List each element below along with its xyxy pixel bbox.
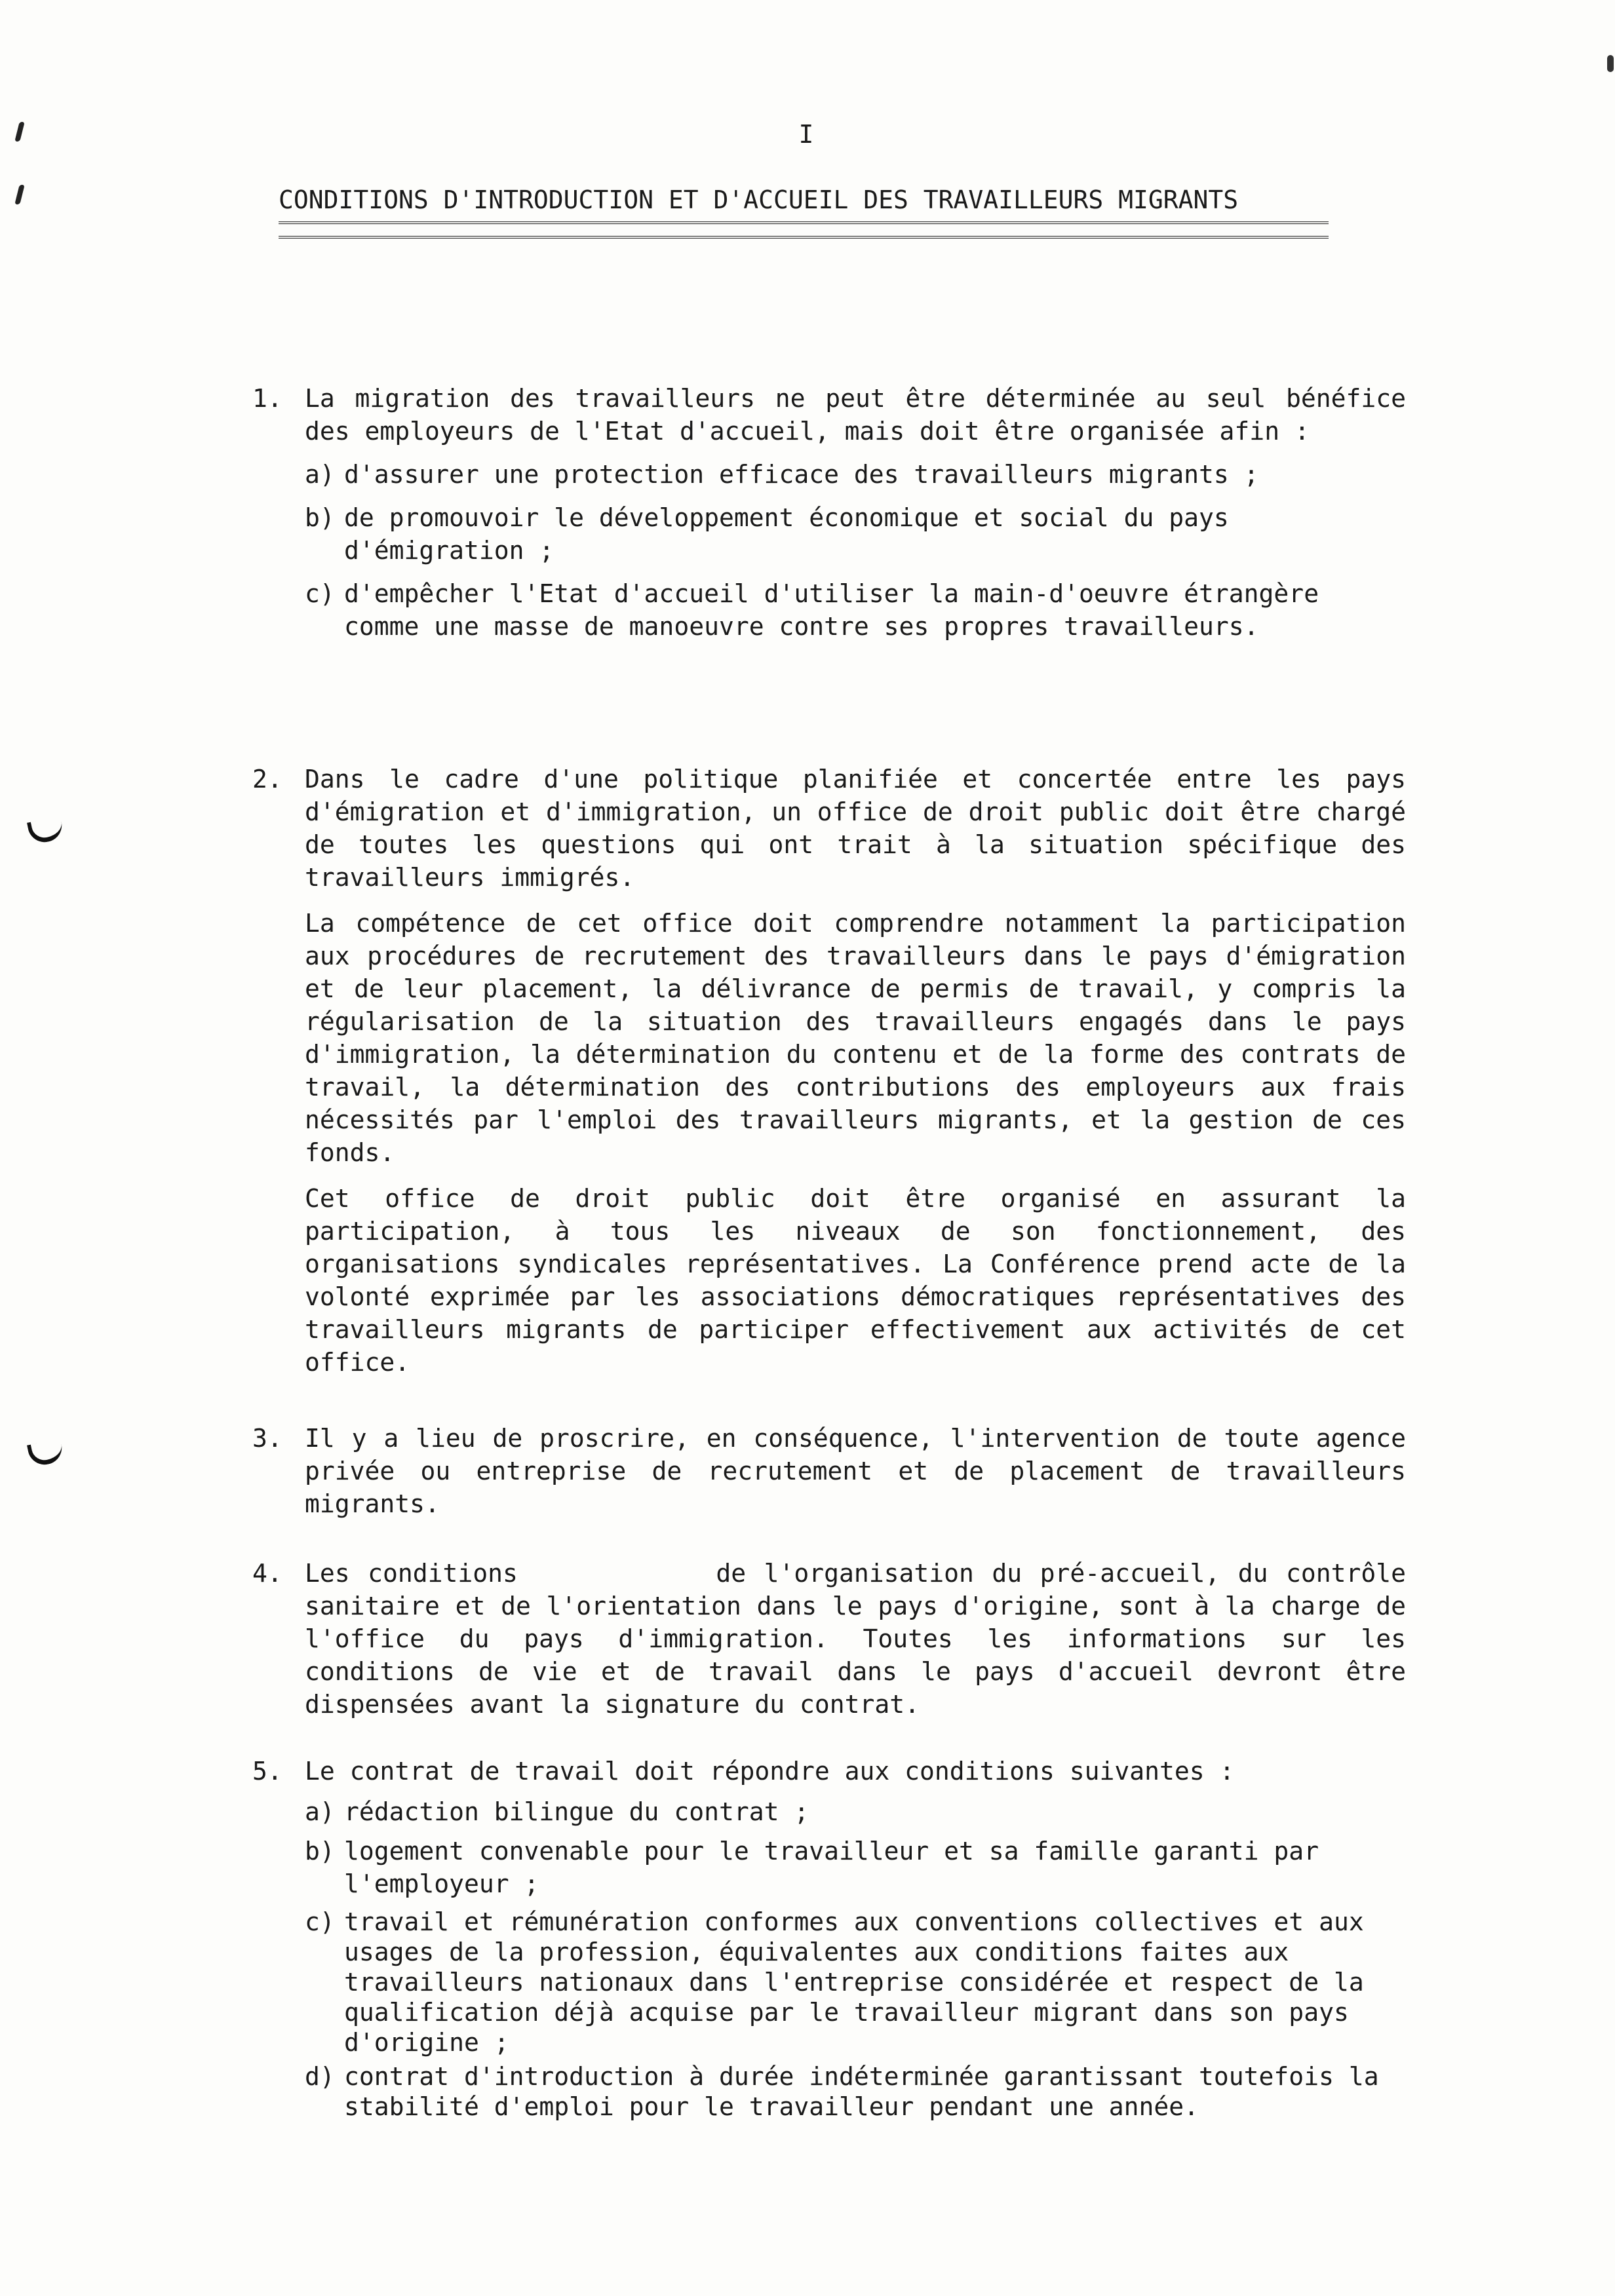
sub-item xyxy=(305,1907,1406,2057)
margin-punch-mark xyxy=(27,1438,65,1468)
sub-item-text: d'assurer une protection efficace des travailleurs migrants ; xyxy=(344,460,1259,489)
item-2 xyxy=(252,763,1406,1410)
list-item xyxy=(252,382,1406,643)
sub-item xyxy=(305,458,1406,491)
sub-item xyxy=(305,1795,1406,1828)
item-3 xyxy=(252,1422,1406,1552)
item-4 xyxy=(252,1557,1421,1752)
item-1 xyxy=(252,382,1406,674)
item-paragraph: Cet office de droit public doit être organisé en assurant la participation, à tous les niveaux de son fonctionnement, des organisations syndicales représentatives. La Conférence prend acte de la volonté exprimée par les associations démocratiques représentatives des travailleurs migrants de participer effectivement aux activités de cet office. xyxy=(305,1184,1406,1377)
item-text: La migration des travailleurs ne peut être déterminée au seul bénéfice des employeurs de l'Etat d'accueil, mais doit être organisée afin : xyxy=(305,384,1406,446)
margin-punch-mark xyxy=(27,816,65,845)
sub-item-text: de promouvoir le développement économique et social du pays d'émigration ; xyxy=(344,503,1229,565)
page-title: CONDITIONS D'INTRODUCTION ET D'ACCUEIL DES TRAVAILLEURS MIGRANTS xyxy=(279,185,1239,214)
sub-item xyxy=(305,577,1406,643)
item-number: 4. xyxy=(252,1559,282,1588)
sub-item xyxy=(305,2061,1406,2122)
section-number: I xyxy=(798,120,814,149)
sub-item-text: contrat d'introduction à durée indéterminée garantissant toutefois la stabilité d'emploi pour le travailleur pendant une année. xyxy=(344,2062,1379,2121)
list-item xyxy=(252,1755,1406,2122)
sub-item xyxy=(305,501,1406,567)
item-text: Il y a lieu de proscrire, en conséquence, l'intervention de toute agence privée ou entreprise de recrutement et de placement de travailleurs migrants. xyxy=(305,1424,1406,1518)
item-number: 1. xyxy=(252,384,282,413)
sub-item-letter: a) xyxy=(305,1797,335,1826)
list-item xyxy=(252,763,1406,1379)
item-text: Le contrat de travail doit répondre aux conditions suivantes : xyxy=(305,1757,1235,1786)
sub-item xyxy=(305,1835,1406,1900)
item-number: 2. xyxy=(252,765,282,794)
item-number: 3. xyxy=(252,1424,282,1453)
sub-item-letter: d) xyxy=(305,2062,335,2091)
sub-item-text: logement convenable pour le travailleur et sa famille garanti par l'employeur ; xyxy=(344,1837,1319,1898)
item-text: Dans le cadre d'une politique planifiée et concertée entre les pays d'émigration et d'immigration, un office de droit public doit être chargé de toutes les questions qui ont trait à la situation spécifique des travailleurs immigrés. xyxy=(305,765,1406,892)
item-5 xyxy=(252,1755,1406,2153)
list-item xyxy=(252,1557,1421,1721)
item-paragraph: La compétence de cet office doit comprendre notamment la participation aux procédures de recrutement des travailleurs dans le pays d'émigration et de leur placement, la délivrance de permis de travail, y compris la régularisation de la situation des travailleurs engagés dans le pays d'immigration, la détermination du contenu et de la forme des contrats de travail, la détermination des contributions des employeurs aux frais nécessités par l'emploi des travailleurs migrants, et la gestion de ces fonds. xyxy=(305,909,1406,1167)
margin-tick-mark xyxy=(14,185,24,204)
sub-item-text: travail et rémunération conformes aux conventions collectives et aux usages de la profession, équivalentes aux conditions faites aux travailleurs nationaux dans l'entreprise considérée et respect de la qualification déjà acquise par le travailleur migrant dans son pays d'origine ; xyxy=(344,1907,1364,2057)
edge-mark xyxy=(1607,55,1614,72)
sub-item-letter: b) xyxy=(305,503,335,532)
sub-item-text: rédaction bilingue du contrat ; xyxy=(344,1797,809,1826)
list-item xyxy=(252,1422,1406,1520)
margin-tick-mark xyxy=(14,122,24,142)
sub-item-letter: c) xyxy=(305,1907,335,1936)
item-text: Les conditions de l'organisation du pré-accueil, du contrôle sanitaire et de l'orientation dans le pays d'origine, sont à la charge de l'office du pays d'immigration. Toutes les informations sur les conditions de vie et de travail dans le pays d'accueil devront être dispensées avant la signature du contrat. xyxy=(305,1559,1421,1719)
sub-item-letter: b) xyxy=(305,1837,335,1866)
title-underline xyxy=(279,221,1329,239)
sub-item-text: d'empêcher l'Etat d'accueil d'utiliser la main-d'oeuvre étrangère comme une masse de manoeuvre contre ses propres travailleurs. xyxy=(344,579,1319,641)
item-number: 5. xyxy=(252,1757,282,1786)
sub-item-letter: a) xyxy=(305,460,335,489)
sub-item-letter: c) xyxy=(305,579,335,608)
